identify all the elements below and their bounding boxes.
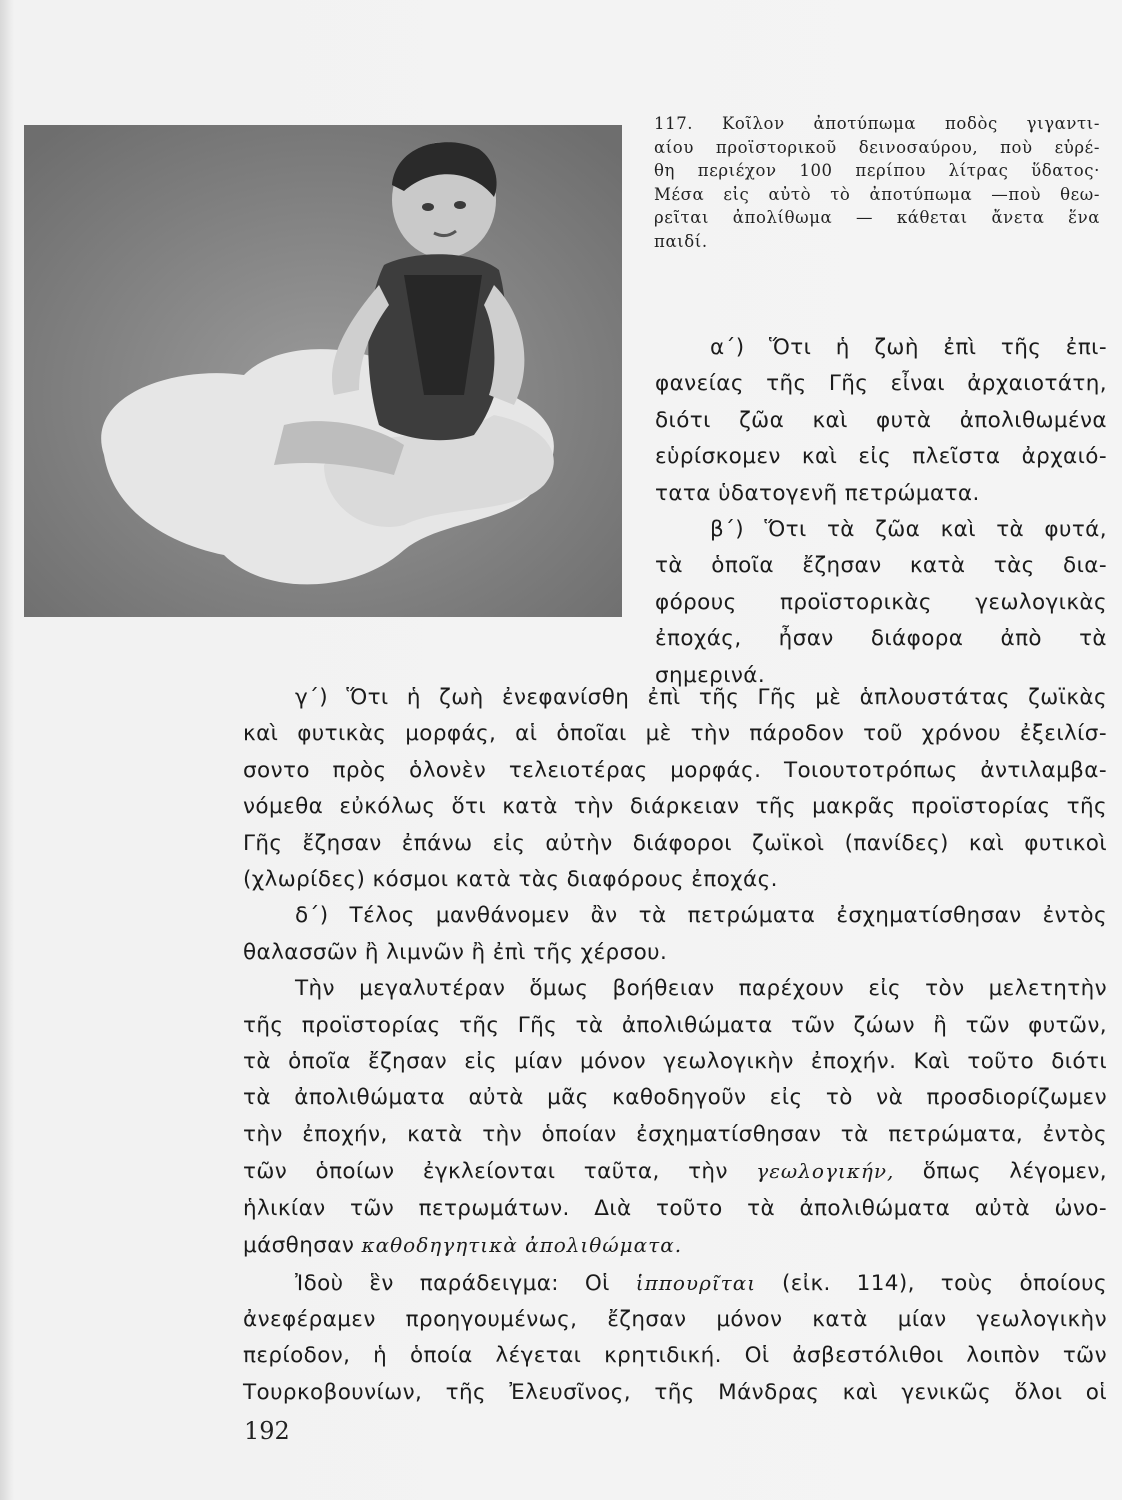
text-line: εὑρίσκομεν καὶ εἰς πλεῖστα ἀρχαιό- bbox=[655, 444, 1107, 470]
caption-line: 117. Κοῖλον ἀποτύπωμα ποδὸς γιγαντι- bbox=[654, 114, 1100, 133]
text-line: τὴν ἐποχήν, κατὰ τὴν ὁποίαν ἐσχηματίσθησαν τὰ πετρώματα, ἐντὸς bbox=[243, 1121, 1107, 1147]
text-segment: μάσθησαν bbox=[243, 1233, 362, 1259]
text-line: α΄) Ὅτι ἡ ζωὴ ἐπὶ τῆς ἐπι- bbox=[710, 335, 1107, 360]
caption-line: Μέσα εἰς αὐτὸ τὸ ἀποτύπωμα —ποὺ θεω- bbox=[654, 184, 1100, 204]
text-line: φόρους προϊστορικὰς γεωλογικὰς bbox=[655, 589, 1107, 615]
text-segment: Ἰδοὺ ἓν παράδειγμα: Οἱ bbox=[295, 1270, 636, 1296]
text-segment: ὅπως λέγομεν, bbox=[894, 1159, 1107, 1185]
text-line: σημερινά. bbox=[655, 662, 766, 688]
text-segment: τῶν ὁποίων ἐγκλείονται ταῦτα, τὴν bbox=[243, 1159, 757, 1185]
text-line: τατα ὑδατογενῆ πετρώματα. bbox=[655, 480, 980, 506]
text-segment: (εἰκ. 114), τοὺς ὁποίους bbox=[756, 1270, 1107, 1296]
italic-term: καθοδηγητικὰ ἀπολιθώματα. bbox=[361, 1233, 683, 1258]
text-line: τὰ ὁποῖα ἔζησαν εἰς μίαν μόνον γεωλογικὴν ἐποχήν. Καὶ τοῦτο διότι bbox=[243, 1049, 1107, 1075]
text-line bbox=[243, 1265, 1107, 1302]
text-line: ἡλικίαν τῶν πετρωμάτων. Διὰ τοῦτο τὰ ἀπολιθώματα αὐτὰ ὠνο- bbox=[243, 1195, 1107, 1221]
full-width-text bbox=[243, 680, 1107, 1411]
text-line: περίοδον, ἡ ὁποία λέγεται κρητιδική. Οἱ ἀσβεστόλιθοι λοιπὸν τῶν bbox=[243, 1343, 1107, 1369]
italic-term: γεωλογικήν, bbox=[756, 1159, 895, 1184]
text-line: φανείας τῆς Γῆς εἶναι ἀρχαιοτάτη, bbox=[655, 371, 1107, 397]
italic-term: ἱππουρῖται bbox=[635, 1270, 757, 1295]
text-line: νόμεθα εὐκόλως ὅτι κατὰ τὴν διάρκειαν τῆς μακρᾶς προϊστορίας τῆς bbox=[243, 794, 1107, 820]
text-line bbox=[243, 1227, 1107, 1264]
text-line: τῆς προϊστορίας τῆς Γῆς τὰ ἀπολιθώματα τῶν ζώων ἢ τῶν φυτῶν, bbox=[243, 1012, 1107, 1038]
text-line: Γῆς ἔζησαν ἐπάνω εἰς αὐτὴν διάφοροι ζωϊκοὶ (πανίδες) καὶ φυτικοὶ bbox=[243, 830, 1107, 856]
text-line: τὰ ἀπολιθώματα αὐτὰ μᾶς καθοδηγοῦν εἰς τὸ νὰ προσδιορίζωμεν bbox=[243, 1085, 1107, 1111]
text-line: σοντο πρὸς ὁλονὲν τελειοτέρας μορφάς. Τοιουτοτρόπως ἀντιλαμβα- bbox=[243, 757, 1107, 783]
text-line bbox=[243, 1153, 1107, 1190]
photo-illustration bbox=[24, 125, 622, 617]
text-line: ἐποχάς, ἦσαν διάφορα ἀπὸ τὰ bbox=[655, 626, 1107, 652]
text-line: καὶ φυτικὰς μορφάς, αἱ ὁποῖαι μὲ τὴν πάροδον τοῦ χρόνου ἐξειλίσ- bbox=[243, 721, 1107, 747]
text-line: διότι ζῶα καὶ φυτὰ ἀπολιθωμένα bbox=[655, 407, 1107, 433]
photo-child-in-dinosaur-footprint bbox=[24, 125, 622, 617]
caption-line: θη περιέχον 100 περίπου λίτρας ὕδατος· bbox=[654, 161, 1100, 180]
text-line: ἀνεφέραμεν προηγουμένως, ἔζησαν μόνον κατὰ μίαν γεωλογικὴν bbox=[243, 1306, 1107, 1332]
text-line: Τουρκοβουνίων, τῆς Ἐλευσῖνος, τῆς Μάνδρας καὶ γενικῶς ὅλοι οἱ bbox=[243, 1379, 1107, 1405]
caption-line: ρεῖται ἀπολίθωμα — κάθεται ἄνετα ἕνα bbox=[654, 208, 1100, 227]
text-line: β΄) Ὅτι τὰ ζῶα καὶ τὰ φυτά, bbox=[710, 517, 1107, 543]
right-column-text bbox=[655, 330, 1107, 694]
text-line: θαλασσῶν ἢ λιμνῶν ἢ ἐπὶ τῆς χέρσου. bbox=[243, 939, 668, 965]
text-line: (χλωρίδες) κόσμοι κατὰ τὰς διαφόρους ἐποχάς. bbox=[243, 867, 778, 893]
text-line: δ΄) Τέλος μανθάνομεν ἂν τὰ πετρώματα ἐσχηματίσθησαν ἐντὸς bbox=[295, 903, 1107, 929]
caption-line: παιδί. bbox=[654, 231, 708, 251]
page-number: 192 bbox=[244, 1417, 290, 1445]
text-line: Τὴν μεγαλυτέραν ὅμως βοήθειαν παρέχουν εἰς τὸν μελετητὴν bbox=[295, 976, 1107, 1002]
caption-line: αίου προϊστορικοῦ δεινοσαύρου, ποὺ εὑρέ- bbox=[654, 137, 1100, 157]
text-line: γ΄) Ὅτι ἡ ζωὴ ἐνεφανίσθη ἐπὶ τῆς Γῆς μὲ ἁπλουστάτας ζωϊκὰς bbox=[295, 685, 1107, 710]
text-line: τὰ ὁποῖα ἔζησαν κατὰ τὰς δια- bbox=[655, 553, 1107, 579]
figure-caption bbox=[654, 112, 1100, 253]
